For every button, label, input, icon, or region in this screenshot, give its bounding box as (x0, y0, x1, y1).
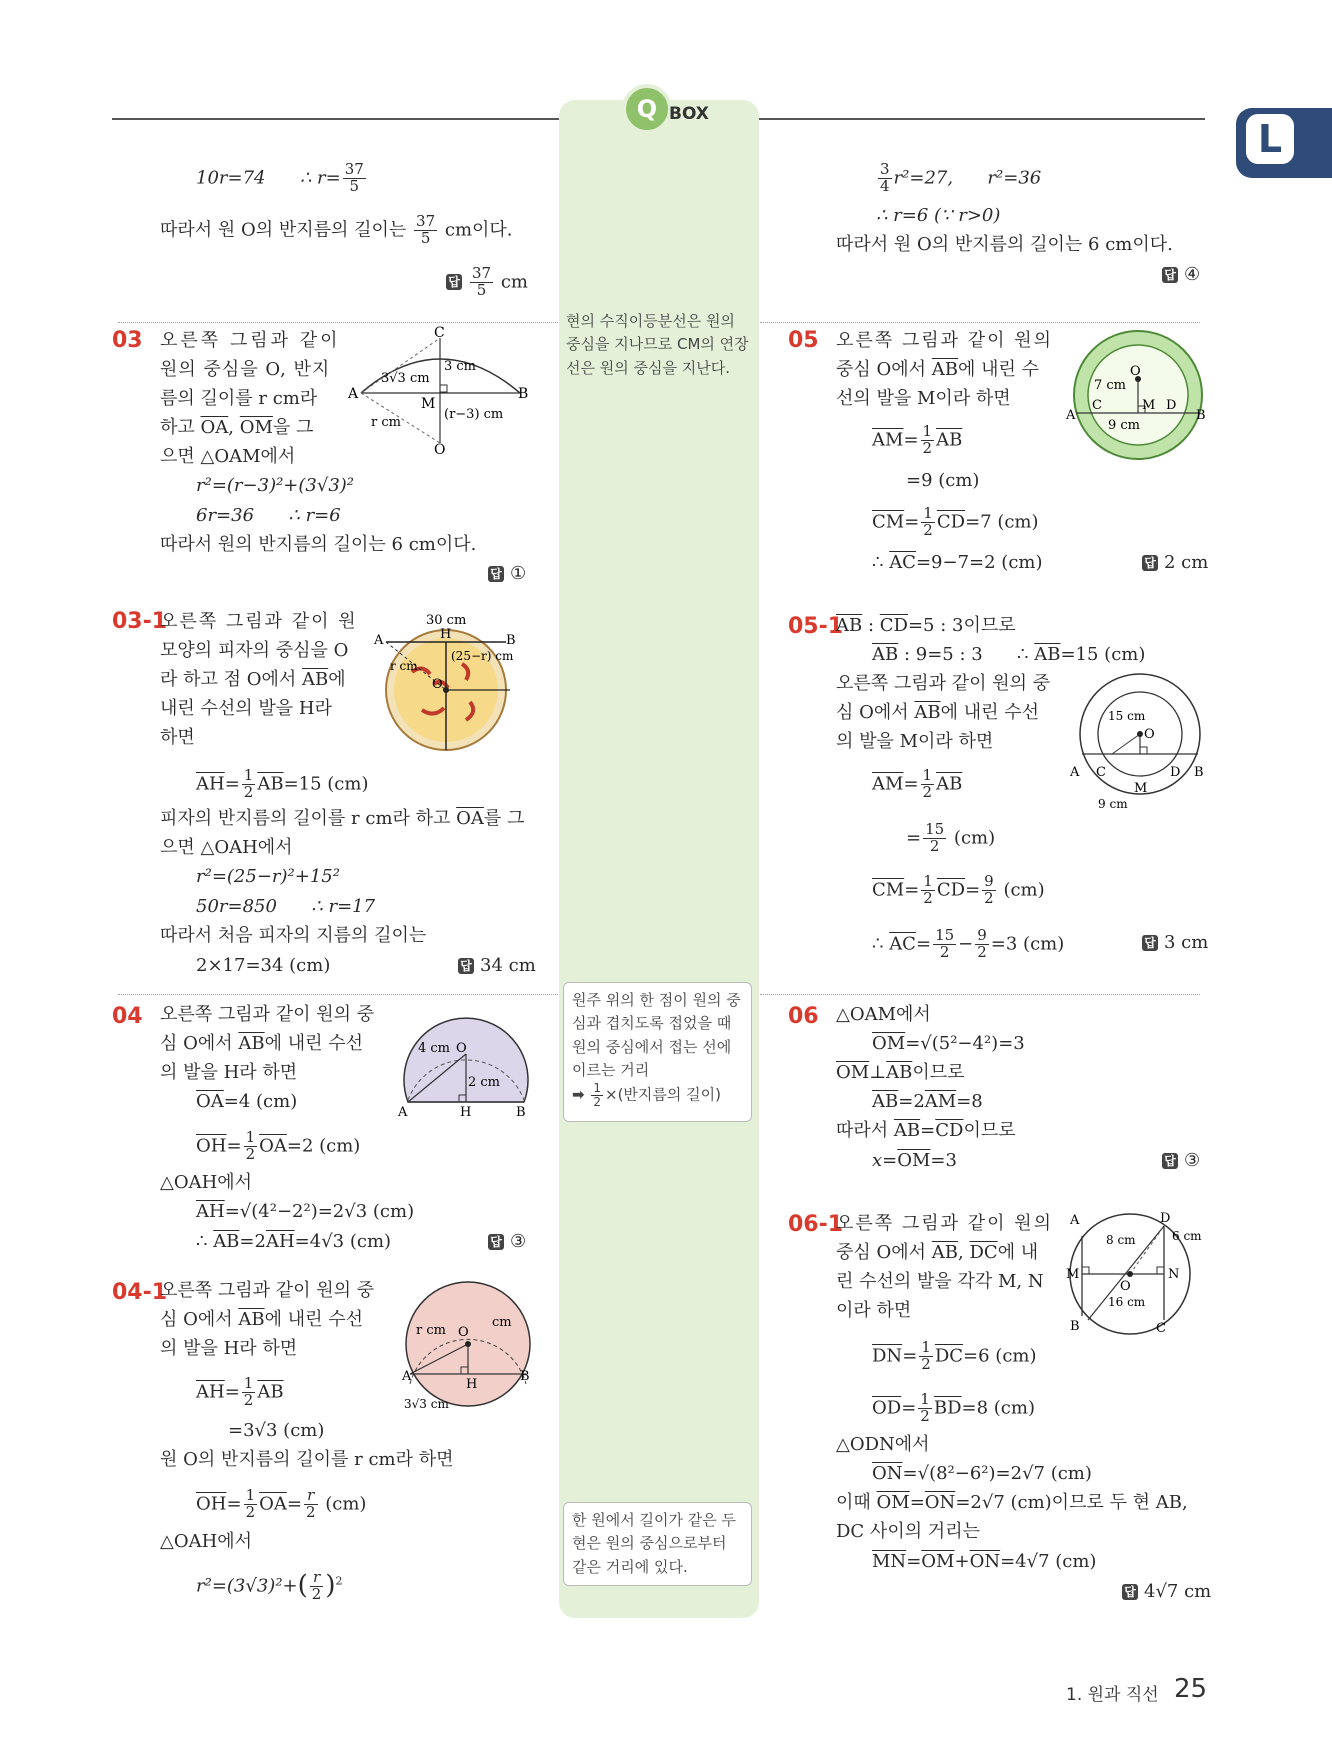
right-cont-line2: ∴ r=6 (∵ r>0) (876, 205, 1001, 226)
qbox-note-3: 한 원에서 길이가 같은 두 현은 원의 중심으로부터 같은 거리에 있다. (563, 1502, 752, 1586)
p051-line1: $\overline{AB}$ : $\overline{CD}=5$ : 3이므로 (836, 615, 1016, 636)
p061-line9: 이때 $\overline{OM}=\overline{ON}=2√7$ (cm)이므로 두 현 AB, (836, 1492, 1188, 1513)
p03-line2: 원의 중심을 O, 반지 (160, 359, 331, 380)
p04-figure (398, 1004, 538, 1119)
p041-line8: △OAH에서 (160, 1531, 253, 1552)
p061-fig-c: 16 cm (1108, 1295, 1146, 1309)
p061-fig-b: 6 cm (1172, 1229, 1202, 1243)
p031-line2: 모양의 피자의 중심을 O (160, 640, 349, 661)
problem-number-04: 04 (112, 1004, 143, 1029)
p061-fig-O: O (1120, 1279, 1131, 1294)
p04-line8: ∴ $\overline{AB}=2\overline{AH}=4√3$ (cm) (196, 1231, 392, 1252)
p06-line1: △OAM에서 (836, 1004, 931, 1025)
p061-answer: 답 4√7 cm (1122, 1581, 1211, 1602)
p05-line2: 중심 O에서 $\overline{AB}$에 내린 수 (836, 359, 1039, 380)
problem-number-06: 06 (788, 1004, 819, 1029)
problem-number-05: 05 (788, 328, 819, 353)
divider-03 (118, 322, 558, 323)
p041-fig-A: A (402, 1369, 412, 1384)
header-rule-left (112, 118, 559, 120)
p04-line1: 오른쪽 그림과 같이 원의 중 (160, 1004, 375, 1025)
problem-number-04-1: 04-1 (112, 1280, 168, 1305)
p041-line4: $\overline{AH}=$ $\frac{1}{2}$ $\overline{AB}$ (196, 1374, 284, 1409)
p061-fig-B: B (1070, 1319, 1080, 1334)
p041-line3: 의 발을 H라 하면 (160, 1338, 298, 1359)
p05-line4: $\overline{AM}=$ $\frac{1}{2}$ $\overline{AB}$ (872, 422, 963, 457)
p051-line4: 심 O에서 $\overline{AB}$에 내린 수선 (836, 702, 1040, 723)
p031-answer: 답 34 cm (458, 955, 536, 976)
p03-fig-A: A (348, 386, 359, 402)
answer-icon: 답 (1162, 1153, 1178, 1169)
q-badge-icon: Q (622, 84, 672, 134)
p041-line9: r²=(3√3)²+( $\frac{r}{2}$ )$^2$ (196, 1568, 343, 1603)
p061-fig-C: C (1156, 1321, 1166, 1336)
p061-line7: △ODN에서 (836, 1434, 930, 1455)
p041-fig-a: r cm (416, 1323, 446, 1338)
chapter-tab-letter: L (1246, 114, 1294, 164)
left-cont-line1: 10r=74 ∴ r= $\frac{37}{5}$ (196, 160, 364, 195)
p051-line2: $\overline{AB}$ : 9=5 : 3 ∴ $\overline{AB}=15$ (cm) (872, 644, 1146, 665)
p03-line3: 름의 길이를 r cm라 (160, 388, 318, 409)
p03-line4: 하고 $\overline{OA}$, $\overline{OM}$을 그 (160, 417, 314, 438)
p031-line8: 으면 △OAH에서 (160, 837, 293, 858)
header-rule-right (759, 118, 1205, 120)
p05-fig-O: O (1130, 364, 1141, 379)
p04-line3: 의 발을 H라 하면 (160, 1062, 298, 1083)
right-cont-answer: 답 ④ (1162, 264, 1200, 285)
p061-line5: $\overline{DN}=$ $\frac{1}{2}$ $\overline{DC}=6$ (cm) (872, 1338, 1037, 1373)
p031-line1: 오른쪽 그림과 같이 원 (160, 611, 358, 632)
p03-fig-C: C (434, 325, 445, 341)
p061-line4: 이라 하면 (836, 1300, 912, 1321)
p031-line9: r²=(25−r)²+15² (196, 866, 340, 887)
p04-line4: $\overline{OA}=4$ (cm) (196, 1091, 298, 1112)
p051-line3: 오른쪽 그림과 같이 원의 중 (836, 673, 1051, 694)
box-label: BOX (669, 104, 709, 124)
p031-fig-A: A (374, 633, 384, 648)
p051-line6: $\overline{AM}=$ $\frac{1}{2}$ $\overline{AB}$ (872, 766, 963, 801)
p061-line6: $\overline{OD}=$ $\frac{1}{2}$ $\overline{BD}=8$ (cm) (872, 1390, 1035, 1425)
p04-line5: $\overline{OH}=$ $\frac{1}{2}$ $\overline{OA}=2$ (cm) (196, 1128, 361, 1163)
p051-line5: 의 발을 M이라 하면 (836, 731, 994, 752)
left-cont-answer: 답 $\frac{37}{5}$ cm (446, 266, 528, 299)
p031-fig-H: H (440, 627, 452, 642)
p031-line3: 라 하고 점 O에서 $\overline{AB}$에 (160, 669, 346, 690)
p051-fig-B: B (1194, 765, 1204, 780)
right-cont-line1: $\frac{3}{4}$ r²=27, r²=36 (880, 160, 1042, 195)
problem-number-06-1: 06-1 (788, 1212, 844, 1237)
p041-fig-c: 3√3 cm (404, 1397, 449, 1411)
divider-04 (118, 994, 558, 995)
p03-line7: 6r=36 ∴ r=6 (196, 505, 341, 526)
p061-fig-N: N (1168, 1267, 1180, 1282)
p061-line3: 린 수선의 발을 각각 M, N (836, 1271, 1044, 1292)
p03-fig-d: r cm (371, 415, 401, 430)
answer-icon: 답 (446, 274, 462, 290)
p041-fig-O: O (458, 1325, 469, 1340)
p051-line9: ∴ $\overline{AC}=$ $\frac{15}{2}$ − $\frac{9}{2}$ =3 (cm) (872, 926, 1065, 961)
p051-line7: = $\frac{15}{2}$ (cm) (906, 820, 996, 855)
answer-icon: 답 (488, 1234, 504, 1250)
p03-fig-O: O (434, 442, 446, 458)
p05-line7: ∴ $\overline{AC}=9-7=2$ (cm) (872, 552, 1043, 573)
p06-line4: $\overline{AB}=2\overline{AM}=8$ (872, 1091, 983, 1112)
p04-fig-B: B (516, 1105, 526, 1120)
divider-05 (760, 322, 1200, 323)
p03-fig-b: 3 cm (444, 359, 477, 374)
p061-figure (1060, 1210, 1210, 1340)
p031-line6: $\overline{AH}=$ $\frac{1}{2}$ $\overline{AB}=15$ (cm) (196, 766, 369, 801)
p03-fig-M: M (421, 396, 436, 412)
p051-answer: 답 3 cm (1142, 932, 1208, 953)
p05-fig-b: 9 cm (1108, 418, 1141, 433)
p04-line6: △OAH에서 (160, 1172, 253, 1193)
p061-line10: DC 사이의 거리는 (836, 1521, 980, 1542)
p061-line8: $\overline{ON}=√(8^2-6^2)=2√7$ (cm) (872, 1463, 1092, 1484)
p06-line6: $x=\overline{OM}=3$ (872, 1150, 957, 1171)
p051-fig-C: C (1096, 765, 1106, 780)
p05-fig-M: M (1142, 398, 1156, 413)
p06-line2: $\overline{OM}=√(5^2-4^2)=3$ (872, 1033, 1025, 1054)
p031-fig-O: O (432, 677, 443, 692)
p051-fig-A: A (1070, 765, 1080, 780)
answer-icon: 답 (1142, 555, 1158, 571)
p061-line11: $\overline{MN}=\overline{OM}+\overline{ON}=4√7$ (cm) (872, 1551, 1097, 1572)
p051-figure (1072, 674, 1212, 824)
p031-pizza-figure (372, 612, 532, 752)
p041-line2: 심 O에서 $\overline{AB}$에 내린 수선 (160, 1309, 364, 1330)
p051-fig-M: M (1134, 781, 1148, 796)
p061-fig-D: D (1160, 1211, 1171, 1226)
p031-fig-top: 30 cm (426, 613, 467, 628)
p03-line8: 따라서 원의 반지름의 길이는 6 cm이다. (160, 534, 477, 555)
p031-fig-b: r cm (390, 659, 418, 673)
p041-line1: 오른쪽 그림과 같이 원의 중 (160, 1280, 375, 1301)
p031-line4: 내린 수선의 발을 H라 (160, 698, 332, 719)
p031-line5: 하면 (160, 727, 195, 748)
p03-fig-c: (r−3) cm (444, 407, 504, 422)
p051-line8: $\overline{CM}=$ $\frac{1}{2}$ $\overline{CD}=$ $\frac{9}{2}$ (cm) (872, 872, 1045, 907)
p041-fig-H: H (466, 1377, 478, 1392)
p06-answer: 답 ③ (1162, 1150, 1200, 1171)
p05-figure (1068, 325, 1208, 465)
problem-number-03: 03 (112, 328, 143, 353)
p03-line1: 오른쪽 그림과 같이 (160, 330, 341, 351)
p061-fig-M: M (1066, 1267, 1080, 1282)
answer-icon: 답 (1142, 935, 1158, 951)
p04-fig-b: 2 cm (468, 1075, 501, 1090)
page-number: 25 (1174, 1674, 1208, 1704)
p041-fig-b: cm (492, 1315, 512, 1330)
problem-number-03-1: 03-1 (112, 609, 168, 634)
p041-line6: 원 O의 반지름의 길이를 r cm라 하면 (160, 1449, 454, 1470)
qbox-note-1: 현의 수직이등분선은 원의 중심을 지나므로 CM의 연장선은 원의 중심을 지난다. (566, 312, 749, 377)
p04-line7: $\overline{AH}=√(4^2-2^2)=2√3$ (cm) (196, 1201, 415, 1222)
p04-fig-A: A (398, 1105, 408, 1120)
p03-line6: r²=(r−3)²+(3√3)² (196, 475, 355, 496)
p05-fig-a: 7 cm (1094, 378, 1127, 393)
p051-fig-a: 15 cm (1108, 709, 1146, 723)
p041-figure (400, 1280, 540, 1415)
problem-number-05-1: 05-1 (788, 614, 844, 639)
p03-fig-a: 3√3 cm (381, 371, 430, 386)
right-cont-line3: 따라서 원 O의 반지름의 길이는 6 cm이다. (836, 234, 1173, 255)
p05-line3: 선의 발을 M이라 하면 (836, 388, 1011, 409)
p03-figure (345, 325, 545, 458)
p041-fig-B: B (520, 1369, 530, 1384)
p03-answer: 답 ① (488, 563, 526, 584)
p05-line1: 오른쪽 그림과 같이 원의 (836, 330, 1054, 351)
p05-line5: =9 (cm) (906, 470, 980, 491)
p051-fig-D: D (1170, 765, 1181, 780)
p061-line2: 중심 O에서 $\overline{AB}$, $\overline{DC}$에 내 (836, 1242, 1039, 1263)
p061-fig-A: A (1070, 1213, 1080, 1228)
answer-icon: 답 (1122, 1584, 1138, 1600)
p05-fig-B: B (1196, 408, 1206, 423)
p031-fig-a: (25−r) cm (451, 649, 514, 663)
p031-line7: 피자의 반지름의 길이를 r cm라 하고 $\overline{OA}$를 그 (160, 808, 525, 829)
p06-line3: $\overline{OM}\perp\overline{AB}$이므로 (836, 1062, 965, 1083)
p041-line5: =3√3 (cm) (228, 1420, 325, 1441)
p05-line6: $\overline{CM}=$ $\frac{1}{2}$ $\overline{CD}=7$ (cm) (872, 504, 1039, 539)
p05-fig-D: D (1166, 398, 1177, 413)
p031-line11: 따라서 처음 피자의 지름의 길이는 (160, 925, 427, 946)
p03-line5: 으면 △OAM에서 (160, 446, 296, 467)
p031-line10: 50r=850 ∴ r=17 (196, 896, 376, 917)
p05-fig-A: A (1066, 408, 1076, 423)
p031-fig-B: B (506, 633, 516, 648)
answer-icon: 답 (488, 566, 504, 582)
p061-fig-a: 8 cm (1106, 1233, 1136, 1247)
p04-line2: 심 O에서 $\overline{AB}$에 내린 수선 (160, 1033, 364, 1054)
p04-fig-O: O (456, 1041, 467, 1056)
p04-answer: 답 ③ (488, 1231, 526, 1252)
left-cont-line2: 따라서 원 O의 반지름의 길이는 $\frac{37}{5}$ cm이다. (160, 212, 513, 247)
p06-line5: 따라서 $\overline{AB}=\overline{CD}$이므로 (836, 1120, 1016, 1141)
p041-line7: $\overline{OH}=$ $\frac{1}{2}$ $\overline{OA}=$ $\frac{r}{2}$ (cm) (196, 1486, 367, 1521)
footer-section: 1. 원과 직선 (1066, 1685, 1159, 1705)
p04-fig-a: 4 cm (418, 1041, 451, 1056)
answer-icon: 답 (1162, 267, 1178, 283)
p03-fig-B: B (518, 386, 529, 402)
p031-line12: 2×17=34 (cm) (196, 955, 331, 976)
p051-fig-O: O (1144, 727, 1155, 742)
p04-fig-H: H (460, 1105, 472, 1120)
p05-answer: 답 2 cm (1142, 552, 1208, 573)
answer-icon: 답 (458, 958, 474, 974)
qbox-note-2: 원주 위의 한 점이 원의 중심과 겹치도록 접었을 때 원의 중심에서 접는 선에 이르는 거리 ➡ $\frac{1}{2}$ ×(반지름의 길이) (563, 982, 752, 1122)
divider-06 (760, 994, 1200, 995)
p05-fig-C: C (1092, 398, 1102, 413)
p061-line1: 오른쪽 그림과 같이 원의 (836, 1213, 1054, 1234)
p051-fig-b: 9 cm (1098, 797, 1128, 811)
